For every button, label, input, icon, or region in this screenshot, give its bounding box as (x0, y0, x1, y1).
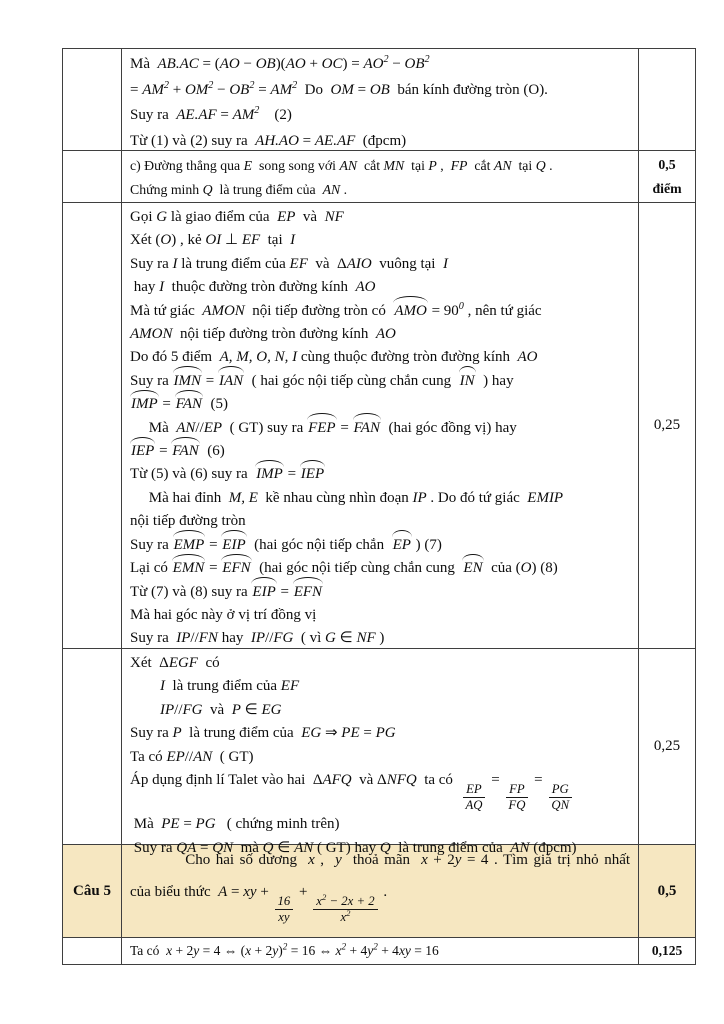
text-line: Xét ΔEGF có (130, 655, 220, 671)
score-cell (638, 151, 695, 202)
content-cell (122, 938, 638, 964)
score-cell (638, 203, 695, 648)
content-cell (122, 203, 638, 648)
text-line: nội tiếp đường tròn (130, 513, 246, 530)
text-line: Từ (7) và (8) suy ra EIP = EFN (130, 581, 630, 604)
arc-angle-notation: IMN (173, 370, 203, 393)
score-cell (638, 845, 695, 937)
question-number-cell: Câu 5 (63, 845, 122, 937)
arc-angle-notation: AMO (393, 300, 428, 323)
arc-angle-notation: FAN (353, 417, 381, 440)
text-line: IP//FG và P ∈ EG (160, 701, 282, 718)
arc-angle-notation: IMP (255, 463, 284, 486)
text-line: Suy ra EMP = EIP (hai góc nội tiếp chắn EP ) (7) (130, 534, 630, 557)
fraction: $\frac{PG}{QN}$ (548, 782, 572, 813)
arc-angle-notation: EIP (251, 581, 276, 604)
question-cell (63, 649, 122, 844)
table-row (63, 203, 695, 649)
table-row (63, 151, 695, 203)
arc-angle-notation: EMN (172, 557, 206, 580)
text-line: Do đó 5 điểm A, M, O, N, I cùng thuộc đường tròn đường kính AO (130, 349, 538, 366)
table-row (63, 649, 695, 856)
text-line: IEP = FAN (6) (130, 440, 630, 463)
arc-angle-notation: FEP (307, 417, 337, 440)
arc-angle-notation: IN (459, 370, 476, 393)
score-cell (638, 938, 695, 964)
text-line: Gọi G là giao điểm của EP và NF (130, 209, 344, 225)
arc-angle-notation: IMP (130, 393, 159, 416)
text-line: 0,125 (651, 943, 683, 958)
text-line: Suy ra I là trung điểm của EF và ΔAIO vuông tại I (130, 255, 448, 272)
content-cell (122, 151, 638, 202)
arc-angle-notation: FAN (171, 440, 199, 463)
fraction: $\frac{x^2 - 2x + 2}{x^2}$ (313, 894, 377, 925)
text-line: Mà hai đỉnh M, E kề nhau cùng nhìn đoạn IP . Do đó tứ giác EMIP (130, 489, 564, 506)
table-row (63, 49, 695, 151)
text-line: Suy ra IP//FN hay IP//FG ( vì G ∈ NF ) (130, 630, 385, 647)
text-line: Ta có x + 2y = 4 ⇔ $(x + 2y)^2 = 16$ ⇔ $x^2 + 4y^2 + 4xy = 16$ (130, 941, 439, 958)
text-line: Chứng minh Q là trung điểm của AN . (130, 182, 348, 197)
text-line: Ta có EP//AN ( GT) (130, 748, 254, 765)
text-line: của biểu thức A = xy + $\frac{16}{xy}$ + $\frac{x^2 - 2x + 2}{x^2}$ . (130, 884, 388, 925)
text-line: điểm (652, 180, 682, 196)
text-line: 0,25 (653, 416, 681, 433)
score-cell (638, 649, 695, 844)
solution-table (62, 48, 696, 965)
content-cell (122, 845, 638, 937)
text-line: Từ (1) và (2) suy ra AH.AO = AE.AF (đpcm) (130, 132, 407, 149)
text-line: IMP = FAN (5) (130, 393, 630, 416)
text-line: Mà PE = PG ( chứng minh trên) (130, 816, 340, 833)
arc-angle-notation: IEP (300, 463, 325, 486)
question-cell (63, 151, 122, 202)
arc-angle-notation: EIP (221, 534, 246, 557)
text-line: AMON nội tiếp đường tròn đường kính AO (130, 326, 396, 343)
text-line: hay I thuộc đường tròn đường kính AO (130, 279, 376, 296)
arc-angle-notation: EFN (221, 557, 251, 580)
arc-angle-notation: EP (392, 534, 412, 557)
arc-angle-notation: FAN (175, 393, 203, 416)
arc-angle-notation: IEP (130, 440, 155, 463)
question-cell (63, 938, 122, 964)
fraction: $\frac{EP}{AQ}$ (462, 782, 485, 813)
text-line: Mà tứ giác AMON nội tiếp đường tròn có AMO = $90^0$ , nên tứ giác (130, 300, 630, 323)
text-line: = $AM^2 + OM^2 - OB^2 = AM^2$ Do OM = OB bán kính đường tròn (O). (130, 79, 548, 98)
text-line: Suy ra QA = QN mà Q ∈ AN ( GT) hay Q là trung điểm của AN (đpcm) (130, 839, 577, 856)
text-line: Suy ra IMN = IAN ( hai góc nội tiếp cùng chắn cung IN ) hay (130, 370, 630, 393)
text-line: 0,25 (653, 737, 681, 754)
score-cell (638, 49, 695, 150)
arc-angle-notation: IAN (218, 370, 244, 393)
arc-angle-notation: EMP (173, 534, 206, 557)
text-line: Mà $AB.AC = (AO - OB)(AO + OC) = AO^2 - OB^2$ (130, 54, 430, 72)
text-line: 0,5 (657, 883, 677, 899)
text-line: Suy ra P là trung điểm của EG ⇒ PE = PG (130, 725, 396, 742)
question-cell (63, 49, 122, 150)
text-line: c) Đường thẳng qua E song song với AN cắt MN tại P , FP cắt AN tại Q . (130, 158, 553, 173)
fraction: $\frac{16}{xy}$ (275, 894, 294, 925)
text-line: Từ (5) và (6) suy ra IMP = IEP (130, 463, 630, 486)
question-cell (63, 203, 122, 648)
content-cell (122, 649, 638, 856)
arc-angle-notation: EFN (293, 581, 323, 604)
text-line: I là trung điểm của EF (160, 678, 300, 695)
fraction: $\frac{FP}{FQ}$ (505, 782, 528, 813)
arc-angle-notation: EN (462, 557, 483, 580)
content-cell (122, 49, 638, 150)
text-line: Lại có EMN = EFN (hai góc nội tiếp cùng chắn cung EN của (O) (8) (130, 557, 630, 580)
text-line: Xét (O) , kẻ OI ⊥ EF tại I (130, 232, 296, 249)
table-row-question-5 (63, 845, 695, 938)
text-line: Áp dụng định lí Talet vào hai ΔAFQ và ΔNFQ ta có $\frac{EP}{AQ}$ = $\frac{FP}{FQ}$ = $\frac{PG}{QN}$ (130, 769, 630, 813)
text-line: Cho hai số dương x , y thoả mãn x + 2y = 4 . Tìm giá trị nhỏ nhất (130, 852, 631, 868)
text-line: Mà hai góc này ở vị trí đồng vị (130, 606, 317, 623)
text-line: Mà AN//EP ( GT) suy ra FEP = FAN (hai góc đồng vị) hay (130, 417, 630, 440)
text-line: 0,5 (658, 156, 676, 172)
table-row (63, 938, 695, 964)
text-line: Suy ra $AE.AF = AM^2$ (2) (130, 105, 292, 123)
